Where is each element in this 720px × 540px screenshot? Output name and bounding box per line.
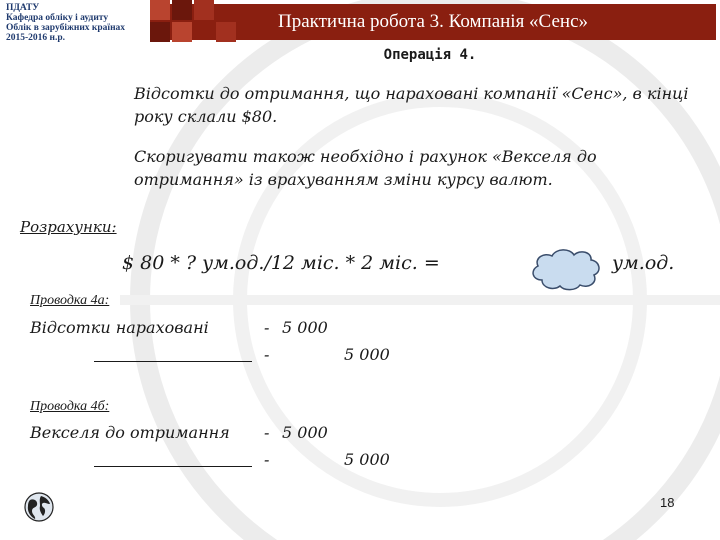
page-title: Практична робота 3. Компанія «Сенс» (277, 11, 588, 32)
cloud-shape (528, 246, 604, 292)
formula-unit: ум.од. (612, 252, 675, 274)
org-line: Кафедра обліку і аудиту (6, 13, 109, 23)
paragraph-adjustment: Скоригувати також необхідно і рахунок «Векселя до отримання» із врахуванням зміни курсу валют. (134, 147, 597, 189)
calculations-label: Розрахунки: (20, 218, 117, 236)
org-line: 2015-2016 н.р. (6, 33, 66, 43)
globe-icon (24, 492, 54, 522)
entry-account-4a: Відсотки нараховані (30, 318, 209, 337)
entry-credit-4b: 5 000 (344, 450, 390, 469)
entry-blank-line (94, 361, 252, 362)
formula: $ 80 * ? ум.од./12 міс. * 2 міс. = (122, 252, 440, 274)
entry-debit-4b: 5 000 (282, 423, 328, 442)
entry-credit-4a: 5 000 (344, 345, 390, 364)
entry-dash: - (264, 450, 270, 469)
operation-title: Операція 4. (383, 47, 477, 63)
entry-blank-line (94, 466, 252, 467)
entry-debit-4a: 5 000 (282, 318, 328, 337)
entry-dash: - (264, 423, 270, 442)
entry-label-4b: Проводка 4б: (30, 399, 110, 414)
organization-info (6, 3, 156, 43)
entry-label-4a: Проводка 4а: (30, 293, 110, 308)
page-number: 18 (660, 495, 675, 510)
paragraph-interest: Відсотки до отримання, що нараховані компанії «Сенс», в кінці року склали $80. (134, 84, 689, 126)
org-line: ПДАТУ (6, 3, 40, 13)
entry-dash: - (264, 318, 270, 337)
entry-dash: - (264, 345, 270, 364)
org-line: Облік в зарубіжних країнах (6, 23, 126, 33)
entry-account-4b: Векселя до отримання (30, 423, 230, 442)
